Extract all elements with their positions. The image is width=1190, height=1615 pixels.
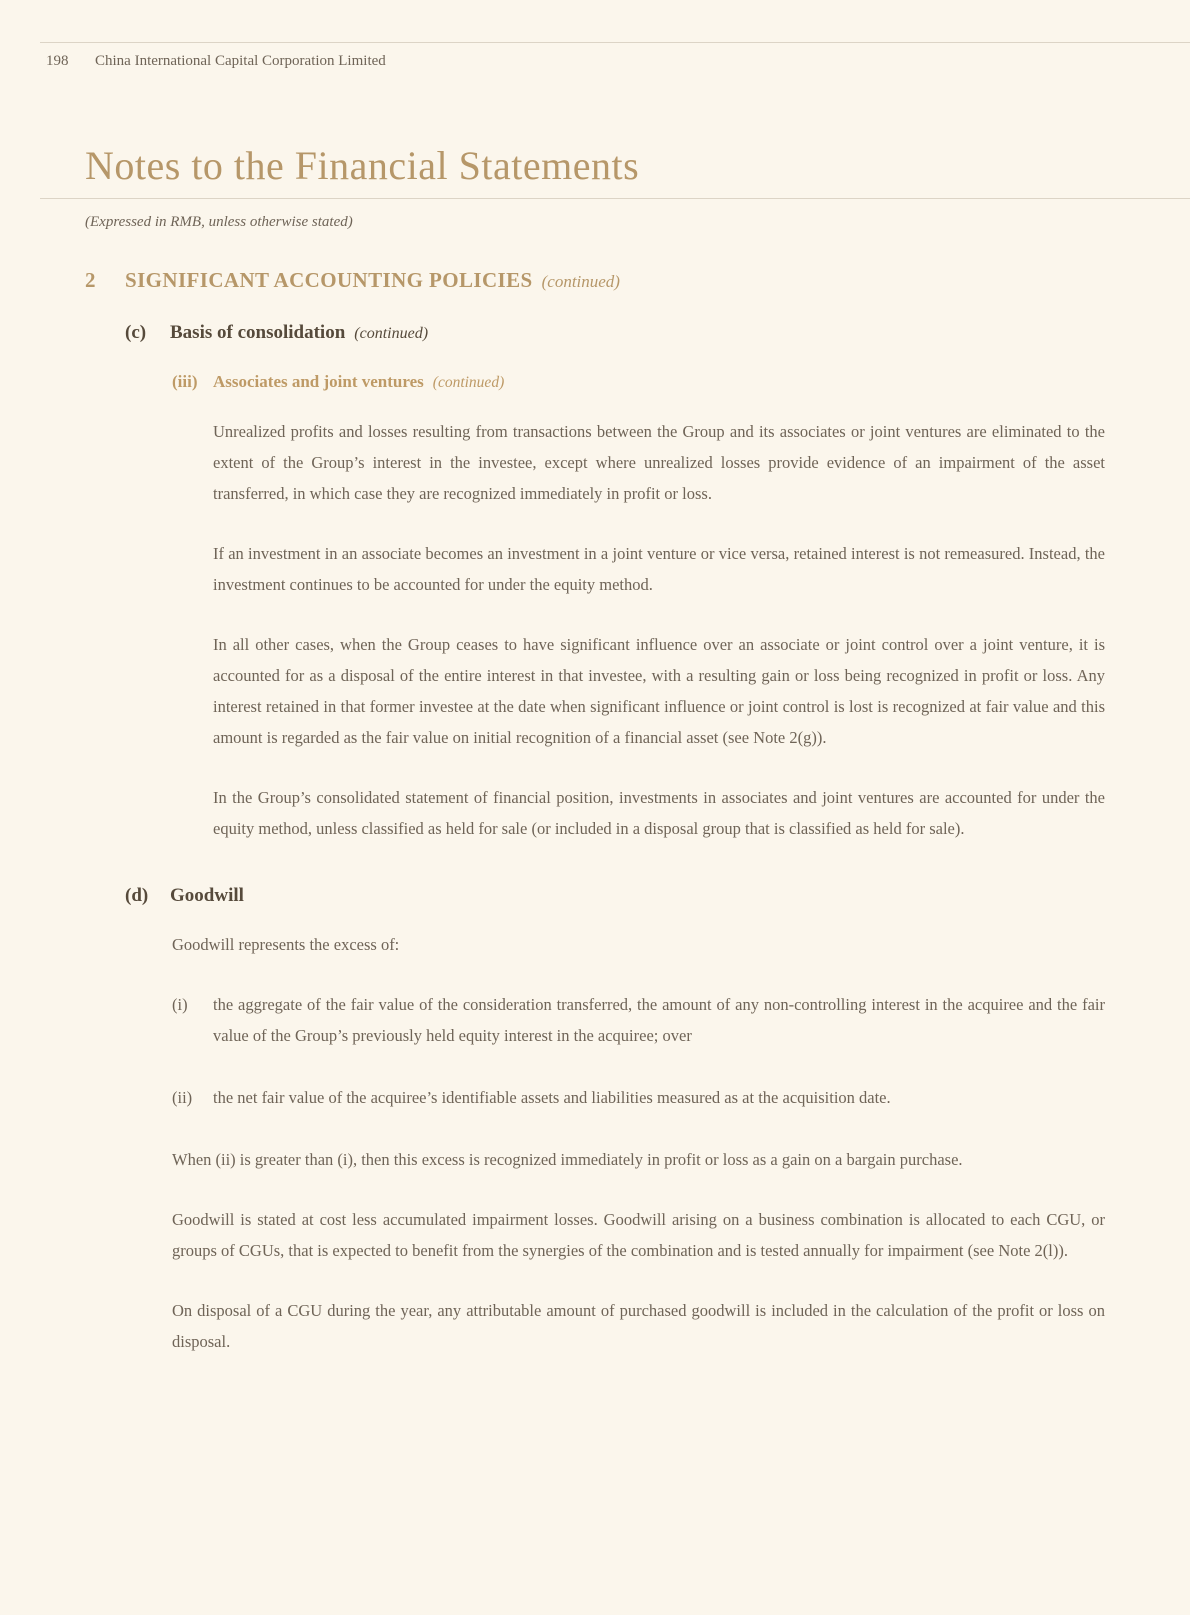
subsection-iii-continued-label: (continued)	[432, 374, 505, 391]
section-number: 2	[85, 268, 96, 292]
subsection-c	[125, 317, 1105, 844]
section-continued-label: (continued)	[541, 272, 620, 291]
subsection-c-title: Basis of consolidation	[170, 322, 346, 343]
document-title: Notes to the Financial Statements	[85, 143, 640, 188]
section-title: SIGNIFICANT ACCOUNTING POLICIES	[125, 268, 533, 292]
subsection-iii-heading	[172, 366, 1105, 398]
company-name: China International Capital Corporation Limited	[95, 53, 386, 69]
document-body	[85, 265, 1105, 1357]
paragraph: When (ii) is greater than (i), then this excess is recognized immediately in profit or loss as a gain on a bargain purchase.	[172, 1150, 963, 1169]
list-item	[172, 1082, 1105, 1113]
list-item	[172, 989, 1105, 1051]
subsection-c-label: (c)	[125, 322, 147, 343]
subsection-c-continued-label: (continued)	[354, 325, 429, 342]
section-heading	[85, 265, 1105, 297]
header-rule	[40, 42, 1190, 43]
subsection-iii-body	[213, 416, 1105, 844]
paragraph: Unrealized profits and losses resulting from transactions between the Group and its associates or joint ventures are eliminated to the extent of the Group’s interest in the investee, except where unrealized losses provide evidence of an impairment of the asset transferred, in which case they are recognized immediately in profit or loss.	[213, 422, 1105, 503]
subsection-d-body	[172, 929, 1105, 1357]
subsection-d-title: Goodwill	[170, 885, 244, 906]
list-item-text: the aggregate of the fair value of the consideration transferred, the amount of any non-controlling interest in the acquiree and the fair value of the Group’s previously held equity interest in the acquiree; over	[213, 995, 1105, 1045]
currency-note: (Expressed in RMB, unless otherwise stated)	[85, 214, 353, 230]
subsection-d-heading	[125, 880, 1105, 911]
subsection-d-label: (d)	[125, 885, 149, 906]
paragraph: If an investment in an associate becomes an investment in a joint venture or vice versa, retained interest is not remeasured. Instead, the investment continues to be accounted for under the equity method.	[213, 544, 1105, 594]
paragraph: Goodwill represents the excess of:	[172, 935, 400, 954]
subsection-d	[125, 880, 1105, 1357]
paragraph: In the Group’s consolidated statement of financial position, investments in associates and joint ventures are accounted for under the equity method, unless classified as held for sale (or included in a disposal group that is classified as held for sale).	[213, 788, 1105, 838]
subsection-iii-label: (iii)	[172, 372, 198, 391]
list-item-label: (ii)	[172, 1088, 193, 1107]
paragraph: In all other cases, when the Group ceases to have significant influence over an associate or joint control over a joint venture, it is accounted for as a disposal of the entire interest in that investee, with a resulting gain or loss being recognized in profit or loss. Any interest retained in that former investee at the date when significant influence or joint control is lost is recognized at fair value and this amount is regarded as the fair value on initial recognition of a financial asset (see Note 2(g)).	[213, 635, 1105, 747]
paragraph: On disposal of a CGU during the year, any attributable amount of purchased goodwill is included in the calculation of the profit or loss on disposal.	[172, 1301, 1105, 1351]
subsection-iii-title: Associates and joint ventures	[213, 372, 424, 391]
subsection-c-heading	[125, 317, 1105, 349]
page-number: 198	[46, 53, 69, 69]
paragraph: Goodwill is stated at cost less accumulated impairment losses. Goodwill arising on a business combination is allocated to each CGU, or groups of CGUs, that is expected to benefit from the synergies of the combination and is tested annually for impairment (see Note 2(l)).	[172, 1210, 1105, 1260]
page-header	[46, 53, 1190, 70]
list-item-text: the net fair value of the acquiree’s identifiable assets and liabilities measured as at the acquisition date.	[213, 1088, 891, 1107]
list-item-label: (i)	[172, 995, 188, 1014]
title-rule	[40, 198, 1190, 199]
